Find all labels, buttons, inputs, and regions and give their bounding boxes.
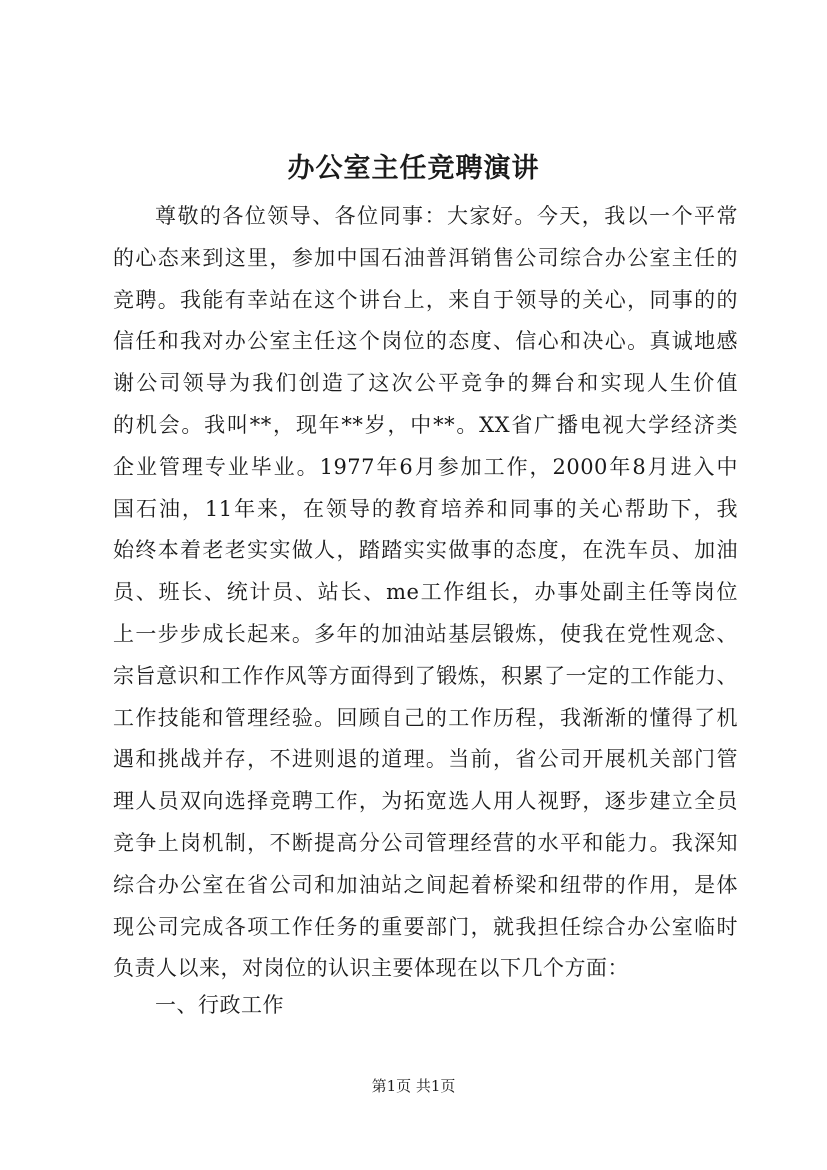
paragraph-line: 现公司完成各项工作任务的重要部门，就我担任综合办公室临时 xyxy=(113,914,738,939)
paragraph-line: 尊敬的各位领导、各位同事：大家好。今天，我以一个平常 xyxy=(155,204,738,228)
paragraph-line: 负责人以来，对岗位的认识主要体现在以下几个方面： xyxy=(113,956,629,981)
paragraph-line: 谢公司领导为我们创造了这次公平竞争的舞台和实现人生价值 xyxy=(113,371,738,396)
paragraph-line: 的心态来到这里，参加中国石油普洱销售公司综合办公室主任的 xyxy=(113,245,738,270)
body-paragraph xyxy=(113,196,738,990)
page-number-label: 第1页 共1页 xyxy=(371,1077,456,1095)
paragraph-line: 的机会。我叫**，现年**岁，中**。XX省广播电视大学经济类 xyxy=(113,412,738,437)
paragraph-line: 遇和挑战并存，不进则退的道理。当前，省公司开展机关部门管 xyxy=(113,747,738,772)
paragraph-line: 竞聘。我能有幸站在这个讲台上，来自于领导的关心，同事的的 xyxy=(113,287,738,312)
page-footer xyxy=(0,1075,827,1096)
paragraph-line: 始终本着老老实实做人，踏踏实实做事的态度，在洗车员、加油 xyxy=(113,538,738,563)
document-title: 办公室主任竞聘演讲 xyxy=(287,153,540,184)
paragraph-line: 理人员双向选择竞聘工作，为拓宽选人用人视野，逐步建立全员 xyxy=(113,789,738,814)
paragraph-line: 竞争上岗机制，不断提高分公司管理经营的水平和能力。我深知 xyxy=(113,830,738,855)
paragraph-line: 企业管理专业毕业。1977年6月参加工作，2000年8月进入中 xyxy=(113,454,738,479)
section-heading: 一、行政工作 xyxy=(155,993,284,1017)
paragraph-line: 工作技能和管理经验。回顾自己的工作历程，我渐渐的懂得了机 xyxy=(113,705,738,730)
paragraph-line: 信任和我对办公室主任这个岗位的态度、信心和决心。真诚地感 xyxy=(113,329,738,354)
paragraph-line: 宗旨意识和工作作风等方面得到了锻炼，积累了一定的工作能力、 xyxy=(113,663,738,688)
paragraph-line: 综合办公室在省公司和加油站之间起着桥梁和纽带的作用，是体 xyxy=(113,872,738,897)
paragraph-line: 上一步步成长起来。多年的加油站基层锻炼，使我在党性观念、 xyxy=(113,621,738,646)
paragraph-line: 员、班长、统计员、站长、me工作组长，办事处副主任等岗位 xyxy=(113,580,738,605)
paragraph-line: 国石油，11年来，在领导的教育培养和同事的关心帮助下，我 xyxy=(113,496,738,521)
